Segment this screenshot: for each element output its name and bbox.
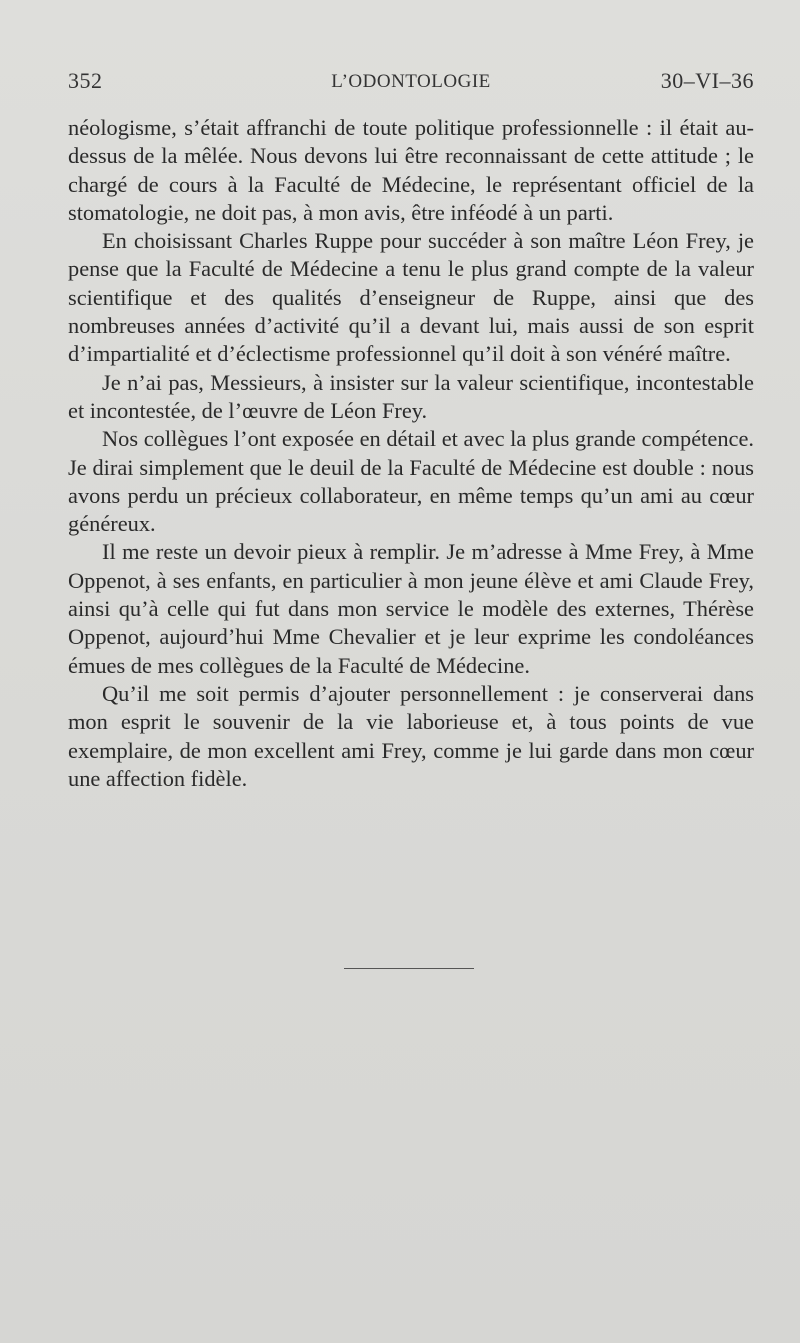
paragraph: Nos collègues l’ont exposée en détail et avec la plus grande compétence. Je dirai simplement que le deuil de la Faculté de Médecine est double : nous avons perdu un précieux collaborateur, en même temps qu’un ami au cœur généreux. xyxy=(68,426,754,537)
article-body xyxy=(68,114,754,793)
running-head xyxy=(68,68,754,102)
journal-title: L’ODONTOLOGIE xyxy=(331,71,491,92)
paragraph: Je n’ai pas, Messieurs, à insister sur la valeur scientifique, incontestable et incontestée, de l’œuvre de Léon Frey. xyxy=(68,369,754,423)
paragraph: Qu’il me soit permis d’ajouter personnellement : je conserverai dans mon esprit le souvenir de la vie laborieuse et, à tous points de vue exemplaire, de mon excellent ami Frey, comme je lui garde dans mon cœur une affection fidèle. xyxy=(68,680,754,791)
paragraph: Il me reste un devoir pieux à remplir. Je m’adresse à Mme Frey, à Mme Oppenot, à ses enfants, en particulier à mon jeune élève et ami Claude Frey, ainsi qu’à celle qui fut dans mon service le modèle des externes, Thérèse Oppenot, aujourd’hui Mme Chevalier et je leur exprime les condoléances émues de mes collègues de la Faculté de Médecine. xyxy=(68,539,754,678)
paragraph: néologisme, s’était affranchi de toute politique professionnelle : il était au-dessus de la mêlée. Nous devons lui être reconnaissant de cette attitude ; le chargé de cours à la Faculté de Médecine, le représentant officiel de la stomatologie, ne doit pas, à mon avis, être inféodé à un parti. xyxy=(68,115,754,225)
section-end-rule xyxy=(344,968,474,969)
issue-date: 30–VI–36 xyxy=(660,68,754,93)
page-number: 352 xyxy=(68,68,103,93)
paragraph: En choisissant Charles Ruppe pour succéder à son maître Léon Frey, je pense que la Faculté de Médecine a tenu le plus grand compte de la valeur scientifique et des qualités d’enseigneur de Ruppe, ainsi que des nombreuses années d’activité qu’il a devant lui, mais aussi de son esprit d’impartialité et d’éclectisme professionnel qu’il doit à son vénéré maître. xyxy=(68,228,754,367)
